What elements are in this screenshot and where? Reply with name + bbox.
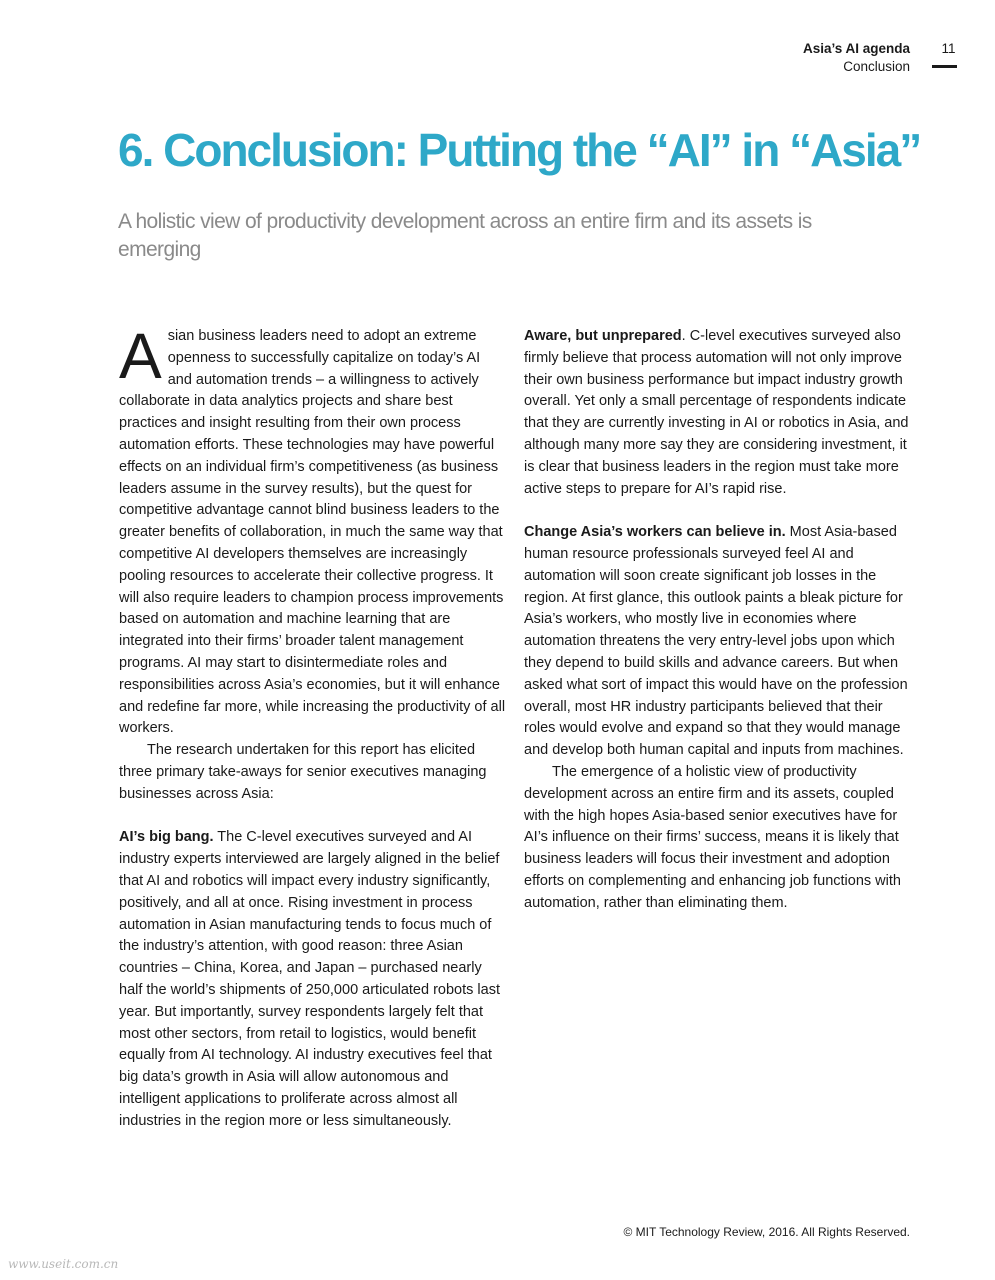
page-number: 11 [941, 41, 956, 56]
page-subtitle: A holistic view of productivity development across an entire firm and its assets is emerging [118, 210, 812, 261]
drop-cap: A [119, 320, 162, 392]
running-header-title: Asia’s AI agenda [802, 41, 910, 56]
page-number-rule [932, 65, 957, 68]
aware-heading: Aware, but unprepared [524, 328, 682, 344]
big-bang-heading: AI’s big bang. [119, 829, 214, 846]
running-header-section: Conclusion [843, 59, 910, 74]
intro-paragraph [119, 320, 507, 740]
aware-paragraph [524, 326, 912, 500]
emergence-paragraph: The emergence of a holistic view of productivity development across an entire firm and its assets, coupled with the high hopes Asia-based senior executives have for AI’s influence on their firms’ success, means it is likely that business leaders will focus their investment and adoption efforts on complementing and enhancing job functions with automation, rather than eliminating them. [524, 763, 901, 911]
big-bang-paragraph [119, 827, 507, 1132]
left-column [119, 320, 507, 1132]
watermark: www.useit.com.cn [8, 1257, 119, 1271]
running-header [803, 40, 910, 76]
page-title: 6. Conclusion: Putting the “AI” in “Asia” [118, 124, 921, 176]
change-text: Most Asia-based human resource professionals surveyed feel AI and automation will soon create significant job losses in the region. At first glance, this outlook paints a bleak picture for Asia’s workers, who mostly live in economies where automation threatens the very entry-level jobs upon which they depend to build skills and advance careers. But when asked what sort of impact this would have on the profession overall, most HR industry participants believed that their roles would evolve and expand so that they would manage and develop both human capital and inputs from machines. [524, 524, 908, 759]
research-paragraph: The research undertaken for this report has elicited three primary take-aways for senior executives managing businesses across Asia: [119, 742, 487, 802]
big-bang-text: The C-level executives surveyed and AI industry experts interviewed are largely aligned in the belief that AI and robotics will impact every industry significantly, positively, and all at once. Rising investment in process automation in Asian manufacturing tends to focus much of the industry’s attention, with good reason: three Asian countries – China, Korea, and Japan – purchased nearly half the world’s shipments of 250,000 articulated robots last year. But importantly, survey respondents largely felt that most other sectors, from retail to logistics, would benefit equally from AI technology. AI industry executives feel that big data’s growth in Asia will allow autonomous and intelligent applications to proliferate across almost all industries in the region more or less simultaneously. [119, 829, 500, 1129]
intro-text: sian business leaders need to adopt an extreme openness to successfully capitalize on today’s AI and automation trends – a willingness to actively collaborate in data analytics projects and share best practices and insight resulting from their own process automation efforts. These technologies may have powerful effects on an individual firm’s competitiveness (as business leaders assume in the survey results), but the quest for competitive advantage cannot blind business leaders to the greater benefits of collaboration, in much the same way that competitive AI developers themselves are increasingly pooling resources to accelerate their collective progress. It will also require leaders to champion process improvements based on automation and machine learning that are integrated into their firms’ broader talent management programs. AI may start to disintermediate roles and responsibilities across Asia’s economies, but it will enhance and redefine far more, while increasing the productivity of all workers. [119, 328, 506, 737]
right-column [524, 326, 912, 915]
aware-text: . C-level executives surveyed also firmly believe that process automation will not only improve their own business performance but impact industry growth overall. Yet only a small percentage of respondents indicate that they are currently investing in AI or robotics in Asia, and although many more say they are considering investment, it is clear that business leaders in the region must take more active steps to prepare for AI’s rapid rise. [524, 328, 909, 497]
copyright-footer: © MIT Technology Review, 2016. All Rights Reserved. [623, 1225, 910, 1239]
change-heading: Change Asia’s workers can believe in. [524, 524, 786, 541]
change-paragraph [524, 522, 912, 762]
